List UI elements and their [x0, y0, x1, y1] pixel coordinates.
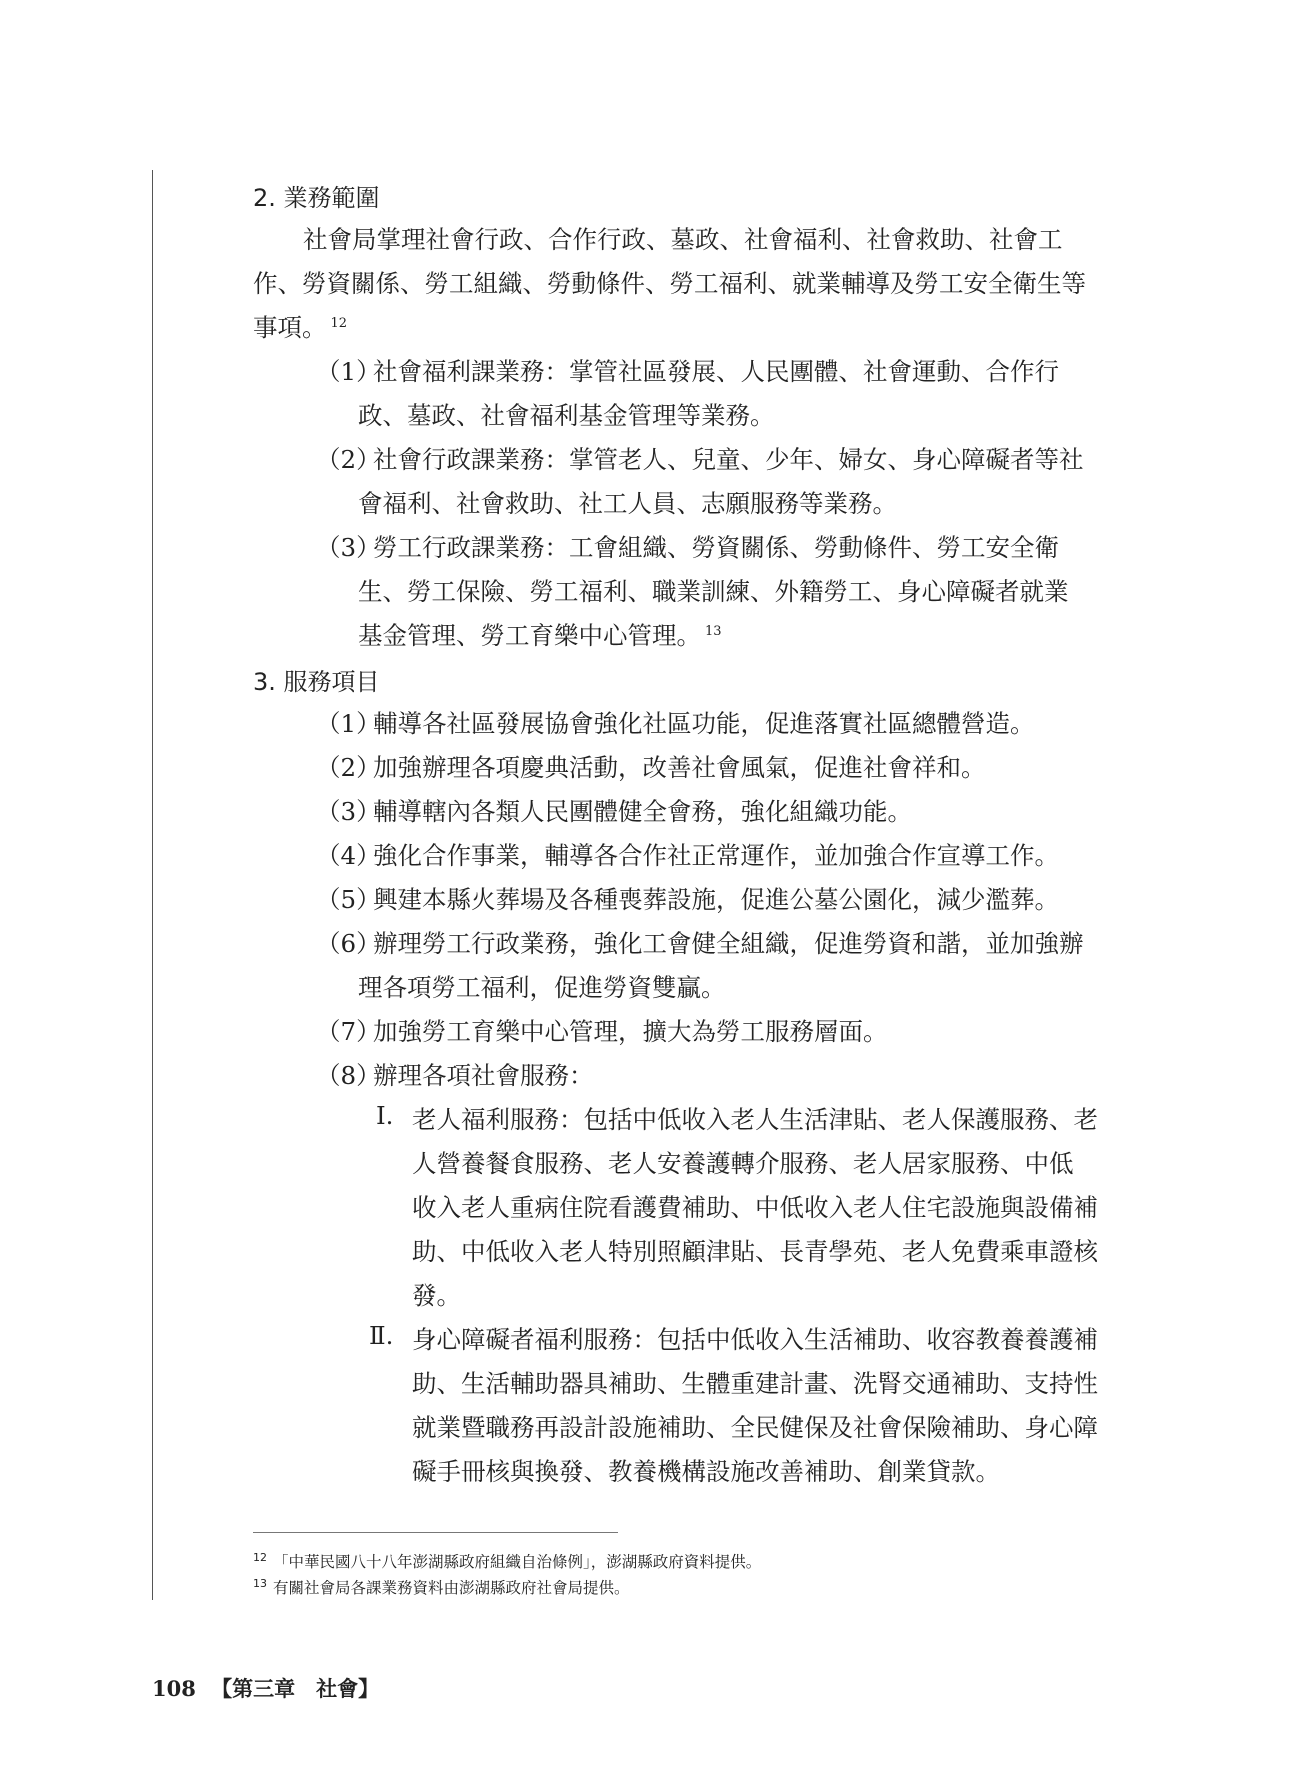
sub-item-number: Ⅰ.: [376, 1101, 394, 1130]
footnote-ref: 12: [330, 315, 348, 331]
chapter-title: 【第三章 社會】: [211, 1676, 380, 1701]
sub-item-text: 老人福利服務：包括中低收入老人生活津貼、老人保護服務、老: [412, 1105, 1098, 1134]
section-heading: 2. 業務範圍: [253, 184, 380, 212]
sub-item-text: 發。: [412, 1281, 461, 1310]
sub-item-text: 人營養餐食服務、老人安養護轉介服務、老人居家服務、中低: [412, 1149, 1074, 1178]
page-footer: [152, 1673, 379, 1703]
list-item-number: （3）: [316, 797, 381, 826]
sub-item-text: 助、中低收入老人特別照顧津貼、長青學苑、老人免費乘車證核: [412, 1237, 1098, 1266]
list-item-text: 辦理各項社會服務：: [373, 1061, 594, 1090]
paragraph-line: 作、勞資關係、勞工組織、勞動條件、勞工福利、就業輔導及勞工安全衛生等: [253, 269, 1086, 298]
paragraph-line: 社會局掌理社會行政、合作行政、墓政、社會福利、社會救助、社會工: [303, 225, 1063, 254]
list-item-number: （2）: [316, 753, 381, 782]
footnote-number: 12: [253, 1550, 267, 1564]
list-item-text: 興建本縣火葬場及各種喪葬設施，促進公墓公園化，減少濫葬。: [373, 885, 1059, 914]
list-item-number: （4）: [316, 841, 381, 870]
list-item-number: （2）: [316, 445, 381, 474]
sub-item-number: Ⅱ.: [369, 1321, 394, 1350]
footnote: $^{12}$ 「中華民國八十八年澎湖縣政府組織自治條例」，澎湖縣政府資料提供。: [253, 1550, 762, 1571]
list-item-text: 輔導各社區發展協會強化社區功能，促進落實社區總體營造。: [373, 709, 1035, 738]
sub-item-text: 身心障礙者福利服務：包括中低收入生活補助、收容教養養護補: [412, 1325, 1098, 1354]
footnote-separator: [253, 1532, 618, 1533]
list-item-text: 會福利、社會救助、社工人員、志願服務等業務。: [358, 489, 897, 518]
footnote: $^{13}$ 有關社會局各課業務資料由澎湖縣政府社會局提供。: [253, 1576, 630, 1597]
list-item-number: （3）: [316, 533, 381, 562]
section-heading: 3. 服務項目: [253, 668, 380, 696]
list-item-text: 加強勞工育樂中心管理，擴大為勞工服務層面。: [373, 1017, 888, 1046]
list-item-text: 社會福利課業務：掌管社區發展、人民團體、社會運動、合作行: [373, 357, 1059, 386]
paragraph-line: 事項。 $^{12}$: [253, 313, 348, 342]
list-item-text: 政、墓政、社會福利基金管理等業務。: [358, 401, 775, 430]
list-item-number: （8）: [316, 1061, 381, 1090]
list-item-number: （7）: [316, 1017, 381, 1046]
sub-item-text: 礙手冊核與換發、教養機構設施改善補助、創業貸款。: [412, 1457, 1000, 1486]
list-item-number: （1）: [316, 357, 381, 386]
list-item-text: 輔導轄內各類人民團體健全會務，強化組織功能。: [373, 797, 912, 826]
list-item-text: 生、勞工保險、勞工福利、職業訓練、外籍勞工、身心障礙者就業: [358, 577, 1069, 606]
list-item-text: 理各項勞工福利，促進勞資雙贏。: [358, 973, 726, 1002]
list-item-text: 辦理勞工行政業務，強化工會健全組織，促進勞資和諧，並加強辦: [373, 929, 1084, 958]
footnote-ref: 13: [705, 623, 722, 639]
list-item-text: 加強辦理各項慶典活動，改善社會風氣，促進社會祥和。: [373, 753, 986, 782]
sub-item-text: 助、生活輔助器具補助、生體重建計畫、洗腎交通補助、支持性: [412, 1369, 1098, 1398]
list-item-text: 強化合作事業，輔導各合作社正常運作，並加強合作宣導工作。: [373, 841, 1059, 870]
page-number: 108: [152, 1676, 196, 1701]
list-item-number: （6）: [316, 929, 381, 958]
list-item-text: 基金管理、勞工育樂中心管理。 $^{13}$: [358, 621, 722, 650]
list-item-number: （5）: [316, 885, 381, 914]
margin-rule: [152, 170, 153, 1600]
list-item-text: 勞工行政課業務：工會組織、勞資關係、勞動條件、勞工安全衛: [373, 533, 1059, 562]
sub-item-text: 收入老人重病住院看護費補助、中低收入老人住宅設施與設備補: [412, 1193, 1098, 1222]
footnote-number: 13: [253, 1576, 267, 1590]
list-item-text: 社會行政課業務：掌管老人、兒童、少年、婦女、身心障礙者等社: [373, 445, 1084, 474]
list-item-number: （1）: [316, 709, 381, 738]
sub-item-text: 就業暨職務再設計設施補助、全民健保及社會保險補助、身心障: [412, 1413, 1098, 1442]
